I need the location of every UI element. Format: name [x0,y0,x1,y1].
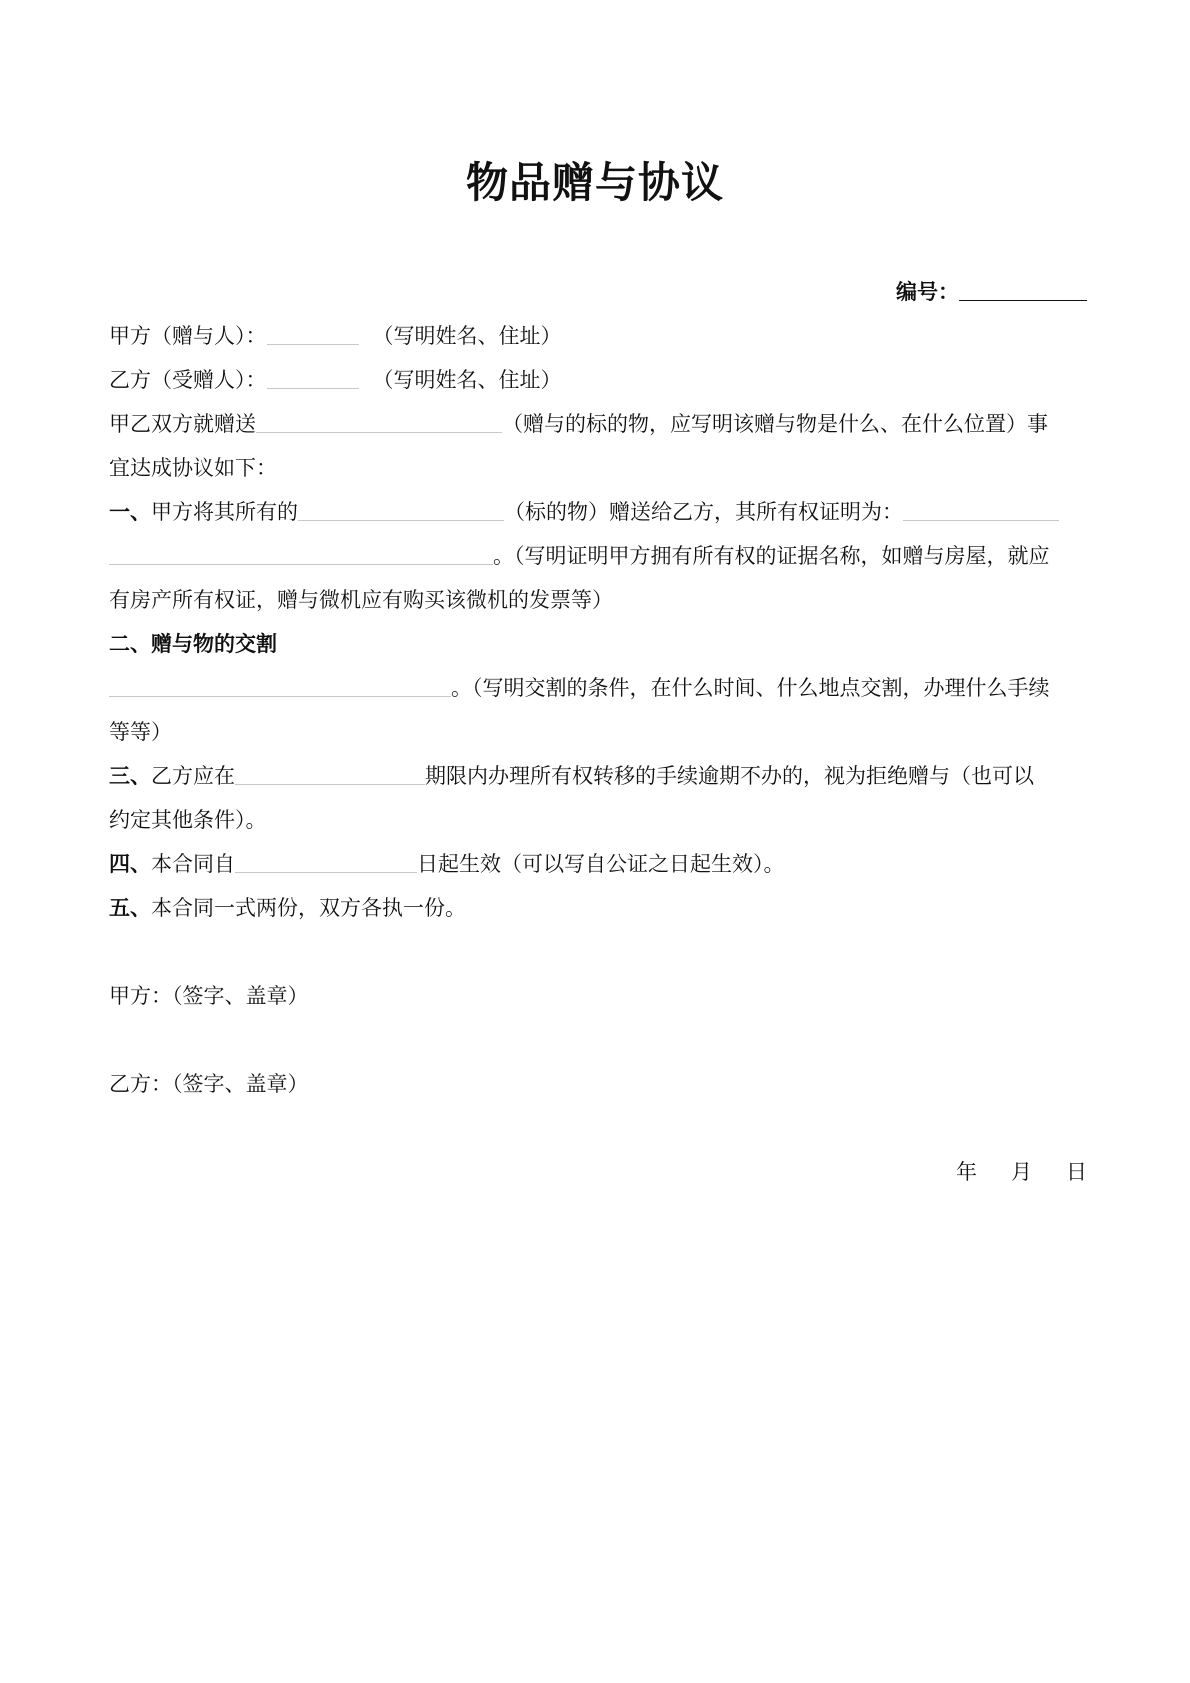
clause2-line1-text: 。（写明交割的条件，在什么时间、什么地点交割，办理什么手续 [451,676,1050,700]
clause1-number: 一、 [109,500,151,524]
party-a-label: 甲方（赠与人）： [109,324,267,348]
clause3-line-1 [109,762,1087,790]
date-year: 年 [956,1160,977,1184]
intro-suffix: （赠与的标的物，应写明该赠与物是什么、在什么位置）事 [502,412,1048,436]
party-b-hint: （写明姓名、住址） [372,368,562,392]
clause5-number: 五、 [109,896,151,920]
clause2-line-2: 等等） [109,720,172,744]
transfer-deadline-blank[interactable] [235,764,425,785]
date-day: 日 [1066,1160,1087,1184]
delivery-terms-blank[interactable] [109,676,451,697]
clause4-suffix: 日起生效（可以写自公证之日起生效）。 [417,852,785,876]
party-a-blank[interactable] [267,324,359,345]
clause3-suffix: 期限内办理所有权转移的手续逾期不办的，视为拒绝赠与（也可以 [425,764,1034,788]
intro-prefix: 甲乙双方就赠送 [109,412,256,436]
party-b-line [109,366,1087,394]
ownership-proof-blank-2[interactable] [109,544,493,565]
clause2-line-1 [109,674,1087,702]
clause2-heading: 二、赠与物的交割 [109,632,277,656]
party-b-signature: 乙方：（签字、盖章） [109,1072,309,1096]
clause4-line [109,850,1087,878]
contract-number-blank[interactable] [959,280,1087,301]
intro-line-1 [109,410,1087,438]
clause1-line2-text: 。（写明证明甲方拥有所有权的证据名称，如赠与房屋，就应 [493,544,1050,568]
clause4-number: 四、 [109,852,151,876]
party-a-hint: （写明姓名、住址） [372,324,562,348]
clause1-line-1 [109,498,1087,526]
clause1-line-2 [109,542,1087,570]
gift-item-blank[interactable] [256,412,502,433]
clause1-line-3: 有房产所有权证，赠与微机应有购买该微机的发票等） [109,588,613,612]
ownership-proof-blank[interactable] [903,500,1059,521]
clause3-prefix: 乙方应在 [151,764,235,788]
clause3-line-2: 约定其他条件）。 [109,808,267,832]
party-a-signature: 甲方：（签字、盖章） [109,984,309,1008]
clause4-prefix: 本合同自 [151,852,235,876]
contract-number-label: 编号： [896,280,959,304]
contract-number [896,278,1087,306]
effective-date-blank[interactable] [235,852,417,873]
clause1-middle: （标的物）赠送给乙方，其所有权证明为： [504,500,903,524]
clause1-item-blank[interactable] [298,500,504,521]
signature-date [109,1158,1087,1186]
party-b-label: 乙方（受赠人）： [109,368,267,392]
date-month: 月 [1011,1160,1032,1184]
clause3-number: 三、 [109,764,151,788]
clause5-text: 本合同一式两份，双方各执一份。 [151,896,466,920]
party-b-blank[interactable] [267,368,359,389]
intro-line-2: 宜达成协议如下： [109,456,277,480]
party-a-line [109,322,1087,350]
clause5-line [109,894,1087,922]
document-title: 物品赠与协议 [465,158,724,207]
clause1-prefix: 甲方将其所有的 [151,500,298,524]
